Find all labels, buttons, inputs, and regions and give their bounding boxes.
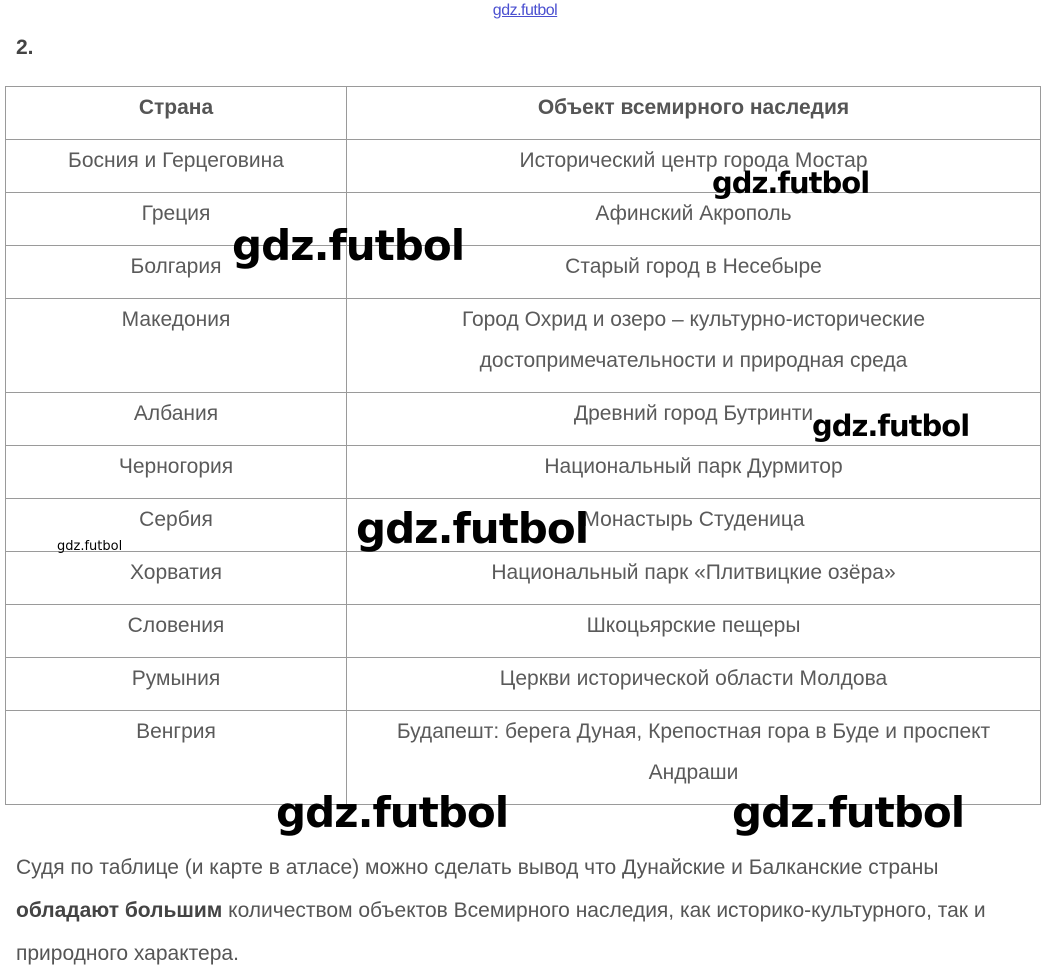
country-cell: Венгрия: [6, 711, 347, 805]
site-cell: Город Охрид и озеро – культурно-исторические достопримечательности и природная среда: [347, 299, 1041, 393]
watermark: gdz.futbol: [812, 409, 970, 443]
country-cell: Болгария: [6, 246, 347, 299]
conclusion-text-bold: обладают большим: [16, 899, 223, 922]
watermark: gdz.futbol: [356, 504, 589, 553]
table-row: [6, 552, 1041, 605]
header-heritage-site: Объект всемирного наследия: [347, 87, 1041, 140]
site-cell: Исторический центр города Мостар: [347, 140, 1041, 193]
table-header-row: [6, 87, 1041, 140]
table-row: [6, 299, 1041, 393]
site-cell: Шкоцьярские пещеры: [347, 605, 1041, 658]
site-cell: Национальный парк «Плитвицкие озёра»: [347, 552, 1041, 605]
country-cell: Хорватия: [6, 552, 347, 605]
heritage-table: [5, 86, 1041, 805]
country-cell: Сербия: [6, 499, 347, 552]
site-cell: Национальный парк Дурмитор: [347, 446, 1041, 499]
site-link[interactable]: gdz.futbol: [492, 2, 558, 19]
table-row: [6, 446, 1041, 499]
country-cell: Румыния: [6, 658, 347, 711]
table-row: [6, 140, 1041, 193]
table-row: [6, 605, 1041, 658]
watermark: gdz.futbol: [732, 788, 965, 837]
country-cell: Черногория: [6, 446, 347, 499]
table-row: [6, 193, 1041, 246]
watermark: gdz.futbol: [276, 788, 509, 837]
conclusion-paragraph: [16, 846, 1026, 975]
watermark: gdz.futbol: [232, 221, 465, 270]
task-number: 2.: [16, 36, 34, 59]
country-cell: Словения: [6, 605, 347, 658]
header-country: Страна: [6, 87, 347, 140]
site-cell: Старый город в Несебыре: [347, 246, 1041, 299]
conclusion-text-start: Судя по таблице (и карте в атласе) можно сделать вывод что Дунайские и Балканские страны: [16, 856, 939, 879]
conclusion-text-end: количеством объектов Всемирного наследия, как историко-культурного, так и природного характера.: [16, 899, 986, 965]
country-cell: Босния и Герцеговина: [6, 140, 347, 193]
site-cell: Будапешт: берега Дуная, Крепостная гора в Буде и проспект Андраши: [347, 711, 1041, 805]
country-cell: Греция: [6, 193, 347, 246]
country-cell: Македония: [6, 299, 347, 393]
table-row: [6, 246, 1041, 299]
country-cell: Албания: [6, 393, 347, 446]
site-cell: Древний город Бутринти: [347, 393, 1041, 446]
watermark: gdz.futbol: [57, 539, 123, 554]
site-cell: Церкви исторической области Молдова: [347, 658, 1041, 711]
site-cell: Монастырь Студеница: [347, 499, 1041, 552]
site-cell: Афинский Акрополь: [347, 193, 1041, 246]
watermark: gdz.futbol: [712, 166, 870, 200]
table-row: [6, 658, 1041, 711]
